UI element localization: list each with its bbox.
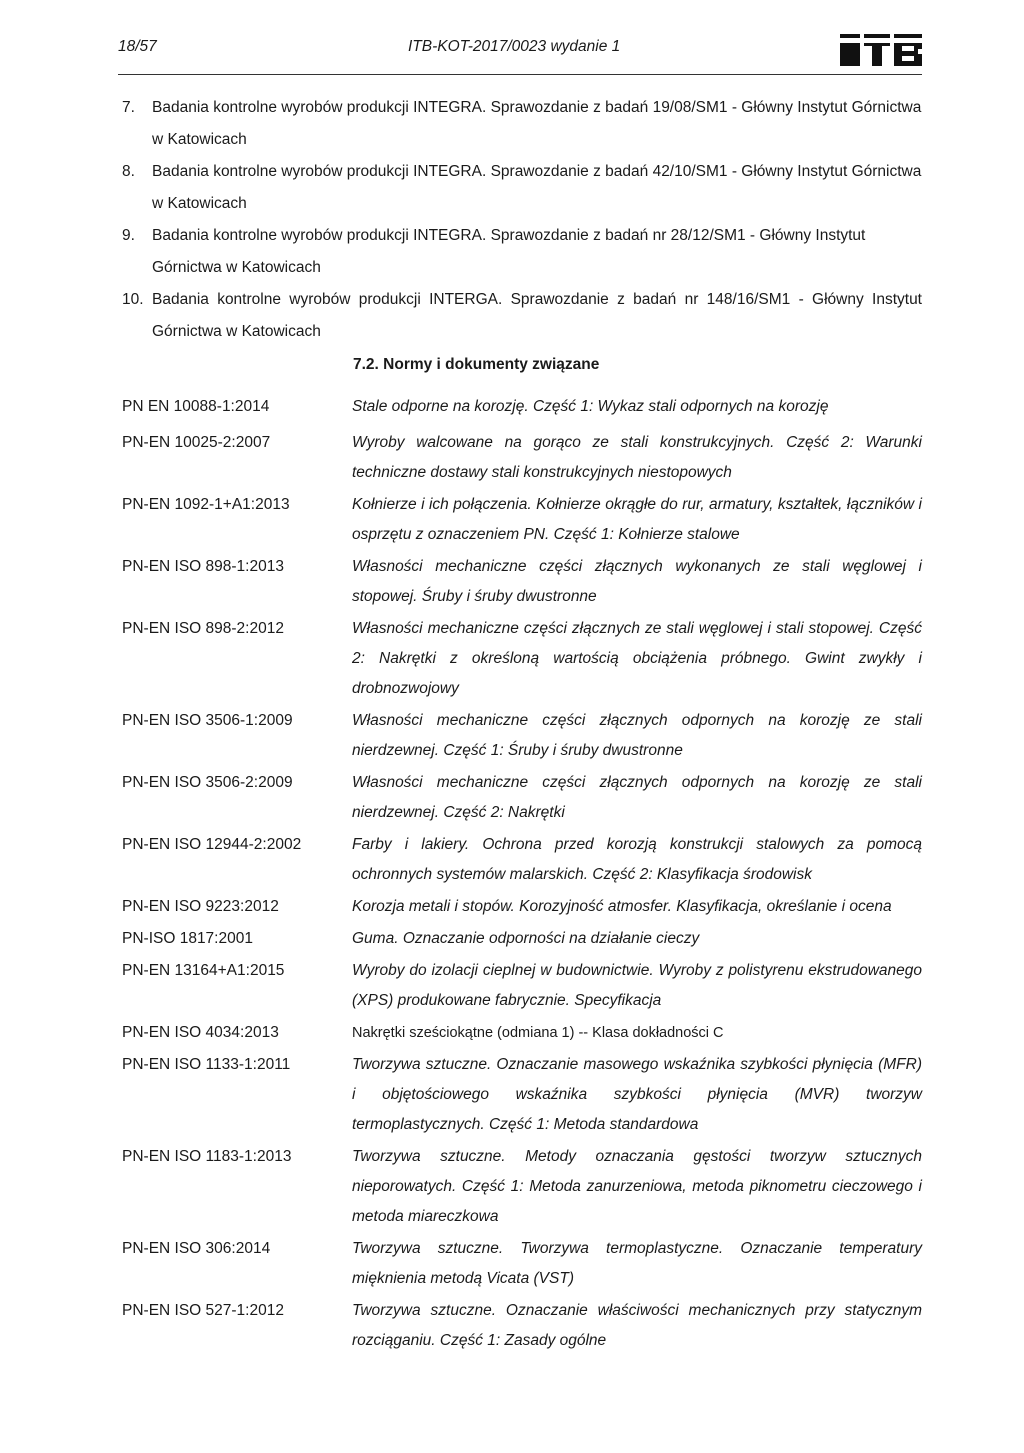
- norm-code: PN-ISO 1817:2001: [122, 930, 253, 947]
- norm-row: [122, 392, 922, 422]
- norm-code: PN-EN ISO 527-1:2012: [122, 1302, 284, 1319]
- norm-code: PN-EN ISO 306:2014: [122, 1240, 271, 1257]
- reference-item: [122, 156, 922, 220]
- norm-description: Tworzywa sztuczne. Oznaczanie właściwości mechanicznych przy statycznym rozciąganiu. Część 1: Zasady ogólne: [352, 1302, 922, 1349]
- norm-code: PN-EN ISO 1183-1:2013: [122, 1148, 292, 1165]
- reference-list: [122, 92, 922, 348]
- norm-description: Własności mechaniczne części złącznych odpornych na korozję ze stali nierdzewnej. Część 1: Śruby i śruby dwustronne: [352, 712, 922, 759]
- reference-number: 10.: [122, 291, 144, 308]
- norm-code: PN-EN ISO 4034:2013: [122, 1024, 279, 1041]
- norm-row: [122, 924, 922, 954]
- norm-description: Kołnierze i ich połączenia. Kołnierze okrągłe do rur, armatury, kształtek, łączników i osprzętu z oznaczeniem PN. Część 1: Kołnierze stalowe: [352, 496, 922, 543]
- norm-description: Guma. Oznaczanie odporności na działanie cieczy: [352, 930, 700, 947]
- norm-row: [122, 892, 922, 922]
- norm-description: Korozja metali i stopów. Korozyjność atmosfer. Klasyfikacja, określanie i ocena: [352, 898, 892, 915]
- norm-row: [122, 1018, 922, 1048]
- reference-item: [122, 220, 922, 284]
- reference-text: Badania kontrolne wyrobów produkcji INTERGA. Sprawozdanie z badań nr 148/16/SM1 - Główny Instytut Górnictwa w Katowicach: [152, 291, 922, 340]
- norm-code: PN-EN 1092-1+A1:2013: [122, 496, 290, 513]
- norm-description: Własności mechaniczne części złącznych odpornych na korozję ze stali nierdzewnej. Część 2: Nakrętki: [352, 774, 922, 821]
- norm-code: PN EN 10088-1:2014: [122, 398, 270, 415]
- norm-row: [122, 614, 922, 704]
- page-number: 18/57: [118, 38, 157, 55]
- itb-logo: [840, 34, 922, 66]
- norm-code: PN-EN 13164+A1:2015: [122, 962, 285, 979]
- norm-row: [122, 1296, 922, 1356]
- norm-code: PN-EN ISO 9223:2012: [122, 898, 279, 915]
- norm-description: Farby i lakiery. Ochrona przed korozją konstrukcji stalowych za pomocą ochronnych systemów malarskich. Część 2: Klasyfikacja środowisk: [352, 836, 922, 883]
- norm-code: PN-EN ISO 12944-2:2002: [122, 836, 302, 853]
- section-title: 7.2. Normy i dokumenty związane: [353, 356, 600, 373]
- reference-text: Badania kontrolne wyrobów produkcji INTEGRA. Sprawozdanie z badań nr 28/12/SM1 - Główny Instytut Górnictwa w Katowicach: [152, 227, 866, 276]
- norm-description: Stale odporne na korozję. Część 1: Wykaz stali odpornych na korozję: [352, 398, 829, 415]
- norm-row: [122, 1234, 922, 1294]
- norm-description: Własności mechaniczne części złącznych wykonanych ze stali węglowej i stopowej. Śruby i śruby dwustronne: [352, 558, 922, 605]
- header-divider: [118, 74, 922, 75]
- document-id: ITB-KOT-2017/0023 wydanie 1: [408, 38, 621, 55]
- reference-item: [122, 92, 922, 156]
- norm-row: [122, 768, 922, 828]
- norm-row: [122, 830, 922, 890]
- norm-code: PN-EN ISO 3506-1:2009: [122, 712, 293, 729]
- norm-row: [122, 1050, 922, 1140]
- reference-number: 9.: [122, 227, 135, 244]
- norm-code: PN-EN 10025-2:2007: [122, 434, 271, 451]
- norm-code: PN-EN ISO 3506-2:2009: [122, 774, 293, 791]
- norm-row: [122, 1142, 922, 1232]
- norm-description: Tworzywa sztuczne. Metody oznaczania gęstości tworzyw sztucznych nieporowatych. Część 1: Metoda zanurzeniowa, metoda piknometru cieczowego i metoda miareczkowa: [352, 1148, 922, 1225]
- reference-number: 7.: [122, 99, 135, 116]
- norms-table: [122, 392, 922, 1356]
- norm-row: [122, 706, 922, 766]
- reference-text: Badania kontrolne wyrobów produkcji INTEGRA. Sprawozdanie z badań 42/10/SM1 - Główny Instytut Górnictwa w Katowicach: [152, 163, 922, 212]
- norm-code: PN-EN ISO 898-2:2012: [122, 620, 284, 637]
- norm-description: Wyroby walcowane na gorąco ze stali konstrukcyjnych. Część 2: Warunki techniczne dostawy stali konstrukcyjnych niestopowych: [352, 434, 922, 481]
- norm-description: Własności mechaniczne części złącznych ze stali węglowej i stali stopowej. Część 2: Nakrętki z określoną wartością obciążenia próbnego. Gwint zwykły i drobnozwojowy: [352, 620, 922, 697]
- norm-code: PN-EN ISO 1133-1:2011: [122, 1056, 291, 1073]
- norm-description: Tworzywa sztuczne. Tworzywa termoplastyczne. Oznaczanie temperatury mięknienia metodą Vicata (VST): [352, 1240, 922, 1287]
- norm-description: Nakrętki sześciokątne (odmiana 1) -- Klasa dokładności C: [352, 1025, 724, 1041]
- reference-number: 8.: [122, 163, 135, 180]
- norm-description: Tworzywa sztuczne. Oznaczanie masowego wskaźnika szybkości płynięcia (MFR) i objętościowego wskaźnika szybkości płynięcia (MVR) tworzyw termoplastycznych. Część 1: Metoda standardowa: [352, 1056, 922, 1133]
- norm-description: Wyroby do izolacji cieplnej w budownictwie. Wyroby z polistyrenu ekstrudowanego (XPS) produkowane fabrycznie. Specyfikacja: [352, 962, 922, 1009]
- norm-row: [122, 552, 922, 612]
- reference-item: [122, 284, 922, 348]
- reference-text: Badania kontrolne wyrobów produkcji INTEGRA. Sprawozdanie z badań 19/08/SM1 - Główny Instytut Górnictwa w Katowicach: [152, 99, 922, 148]
- norm-row: [122, 428, 922, 488]
- norm-row: [122, 956, 922, 1016]
- page-header: [118, 34, 922, 74]
- norm-row: [122, 490, 922, 550]
- norm-code: PN-EN ISO 898-1:2013: [122, 558, 284, 575]
